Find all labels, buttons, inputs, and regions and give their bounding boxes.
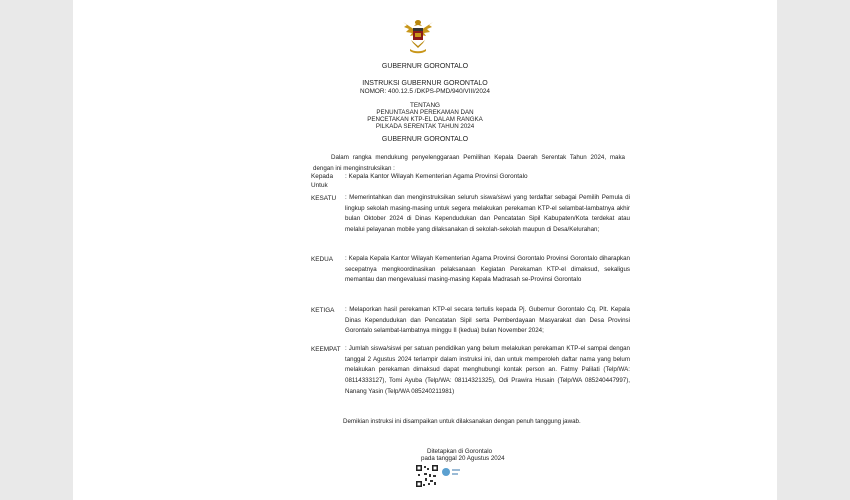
untuk-label: Untuk bbox=[311, 182, 328, 189]
section-text-ketiga: : Melaporkan hasil perekaman KTP-el secara tertulis kepada Pj. Gubernur Gorontalo Cq. Plt. Kepala Dinas Kependudukan dan Pencatatan Sipil serta Pemberdayaan Masyarakat dan Desa Provinsi Gorontalo selambat-lambatnya minggu II (kedua) bulan November 2024; bbox=[345, 306, 630, 335]
section-label-keempat: KEEMPAT bbox=[311, 346, 341, 353]
tentang-label: TENTANG bbox=[409, 102, 441, 109]
section-label-kedua: KEDUA bbox=[311, 256, 334, 263]
instruction-title: INSTRUKSI GUBERNUR GORONTALO bbox=[362, 80, 488, 87]
intro-paragraph: Dalam rangka mendukung penyelenggaraan Pemilihan Kepala Daerah Serentak Tahun 2024, maka dengan ini menginstruksikan : bbox=[313, 154, 625, 172]
instruction-number: NOMOR: 400.12.5 /DKPS-PMD/940/VIII/2024 bbox=[359, 88, 490, 95]
issuer-heading: GUBERNUR GORONTALO bbox=[381, 136, 469, 143]
section-text-keempat: : Jumlah siswa/siswi per satuan pendidikan yang belum melakukan perekaman KTP-el sampai dengan tanggal 2 Agustus 2024 terlampir dalam instruksi ini, dan untuk memperoleh daftar nama yang belum melakukan perekaman dimaksud dapat menghubungi kontak person an. Fatmy Palilati (Telp/WA: 08114333127), Tomi Ayuba (Telp/WA: 08114321325), Odi Prawira Husain (Telp/WA 085240447997), Nanang Yasin (Telp/WA 085240211981) bbox=[345, 345, 630, 395]
qr-code-icon bbox=[416, 465, 438, 487]
section-text-kesatu: : Memerintahkan dan menginstruksikan seluruh siswa/siswi yang terdaftar sebagai Pemilih Pemula di lingkup sekolah masing-masing untuk segera melakukan perekaman KTP-el selambat-lambatnya akhir bulan Oktober 2024 di Dinas Kependudukan dan Pencatatan Sipil Kabupaten/Kota terdekat atau melalui pelayanan mobile yang dilaksanakan di sekolah-sekolah maupun di Desa/Kelurahan; bbox=[345, 194, 630, 234]
signature-place: Ditetapkan di Gorontalo bbox=[427, 448, 493, 455]
subject-line-2: PENCETAKAN KTP-EL DALAM RANGKA bbox=[367, 116, 483, 123]
section-text-kedua: : Kepala Kepala Kantor Wilayah Kementerian Agama Provinsi Gorontalo Provinsi Gorontalo diharapkan secepatnya mengkoordinasikan pelaksanaan Kegiatan Perekaman KTP-el dimaksud, sekaligus memantau dan mengevaluasi masing-masing Kepala Madrasah se-Provinsi Gorontalo bbox=[345, 255, 630, 284]
signature-date: pada tanggal 20 Agustus 2024 bbox=[421, 455, 505, 462]
garuda-emblem-icon bbox=[401, 16, 435, 56]
kepada-label: Kepada bbox=[311, 173, 334, 180]
subject-line-3: PILKADA SERENTAK TAHUN 2024 bbox=[375, 123, 475, 130]
bsre-logo-icon bbox=[441, 466, 461, 478]
section-label-ketiga: KETIGA bbox=[311, 307, 335, 314]
kepada-value: : Kepala Kantor Wilayah Kementerian Agama Provinsi Gorontalo bbox=[345, 173, 528, 180]
subject-line-1: PENUNTASAN PEREKAMAN DAN bbox=[376, 109, 474, 116]
section-label-kesatu: KESATU bbox=[311, 195, 337, 202]
closing-paragraph: Demikian instruksi ini disampaikan untuk dilaksanakan dengan penuh tanggung jawab. bbox=[343, 418, 581, 425]
office-heading: GUBERNUR GORONTALO bbox=[381, 63, 469, 70]
document-page bbox=[73, 0, 777, 500]
